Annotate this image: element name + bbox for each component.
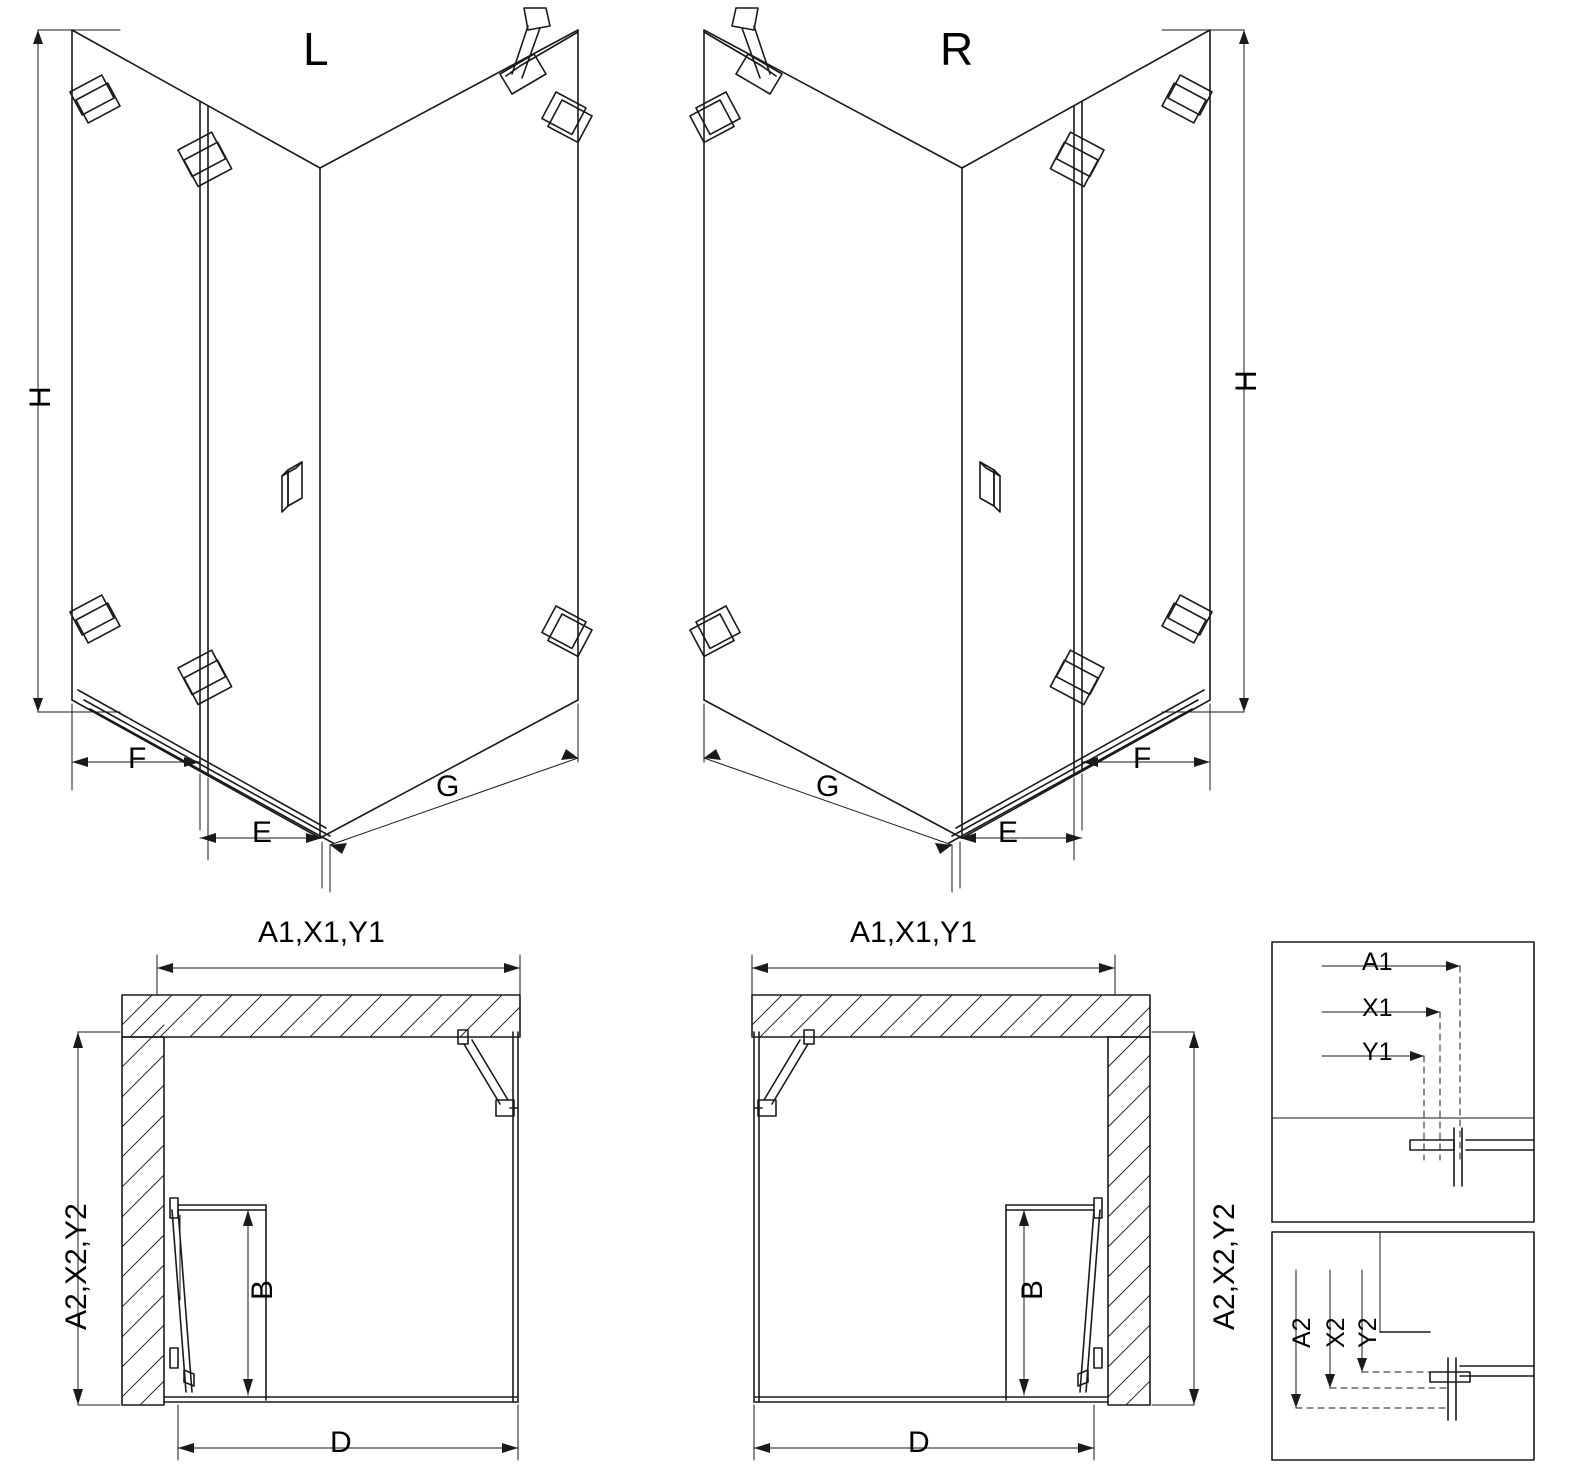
left-variant-title: L (303, 23, 329, 75)
plan-right-top-dimension: A1,X1,Y1 (850, 916, 977, 949)
plan-left-top-dimension: A1,X1,Y1 (258, 916, 385, 949)
plan-right-dimension-d: D (908, 1426, 930, 1459)
dimension-label-e-left: E (252, 816, 273, 849)
detail-label-y2: Y2 (1354, 1317, 1382, 1348)
detail-label-x1: X1 (1362, 994, 1393, 1022)
detail-label-a2: A2 (1288, 1317, 1316, 1348)
dimension-label-h-left: H (24, 386, 57, 408)
dimension-label-f-right: F (1133, 742, 1152, 775)
dimension-label-f-left: F (128, 742, 147, 775)
plan-right-side-dimension: A2,X2,Y2 (1208, 1203, 1241, 1330)
detail-label-x2: X2 (1322, 1317, 1350, 1348)
plan-left-dimension-b: B (246, 1279, 279, 1300)
plan-left-side-dimension: A2,X2,Y2 (60, 1203, 93, 1330)
detail-label-y1: Y1 (1362, 1038, 1393, 1066)
plan-right-dimension-b: B (1016, 1279, 1049, 1300)
right-variant-title: R (940, 23, 974, 75)
detail-label-a1: A1 (1362, 948, 1393, 976)
plan-left-dimension-d: D (330, 1426, 352, 1459)
dimension-label-g-left: G (436, 770, 460, 803)
dimension-label-e-right: E (998, 816, 1019, 849)
dimension-label-h-right: H (1230, 370, 1263, 392)
dimension-label-g-right: G (816, 770, 840, 803)
